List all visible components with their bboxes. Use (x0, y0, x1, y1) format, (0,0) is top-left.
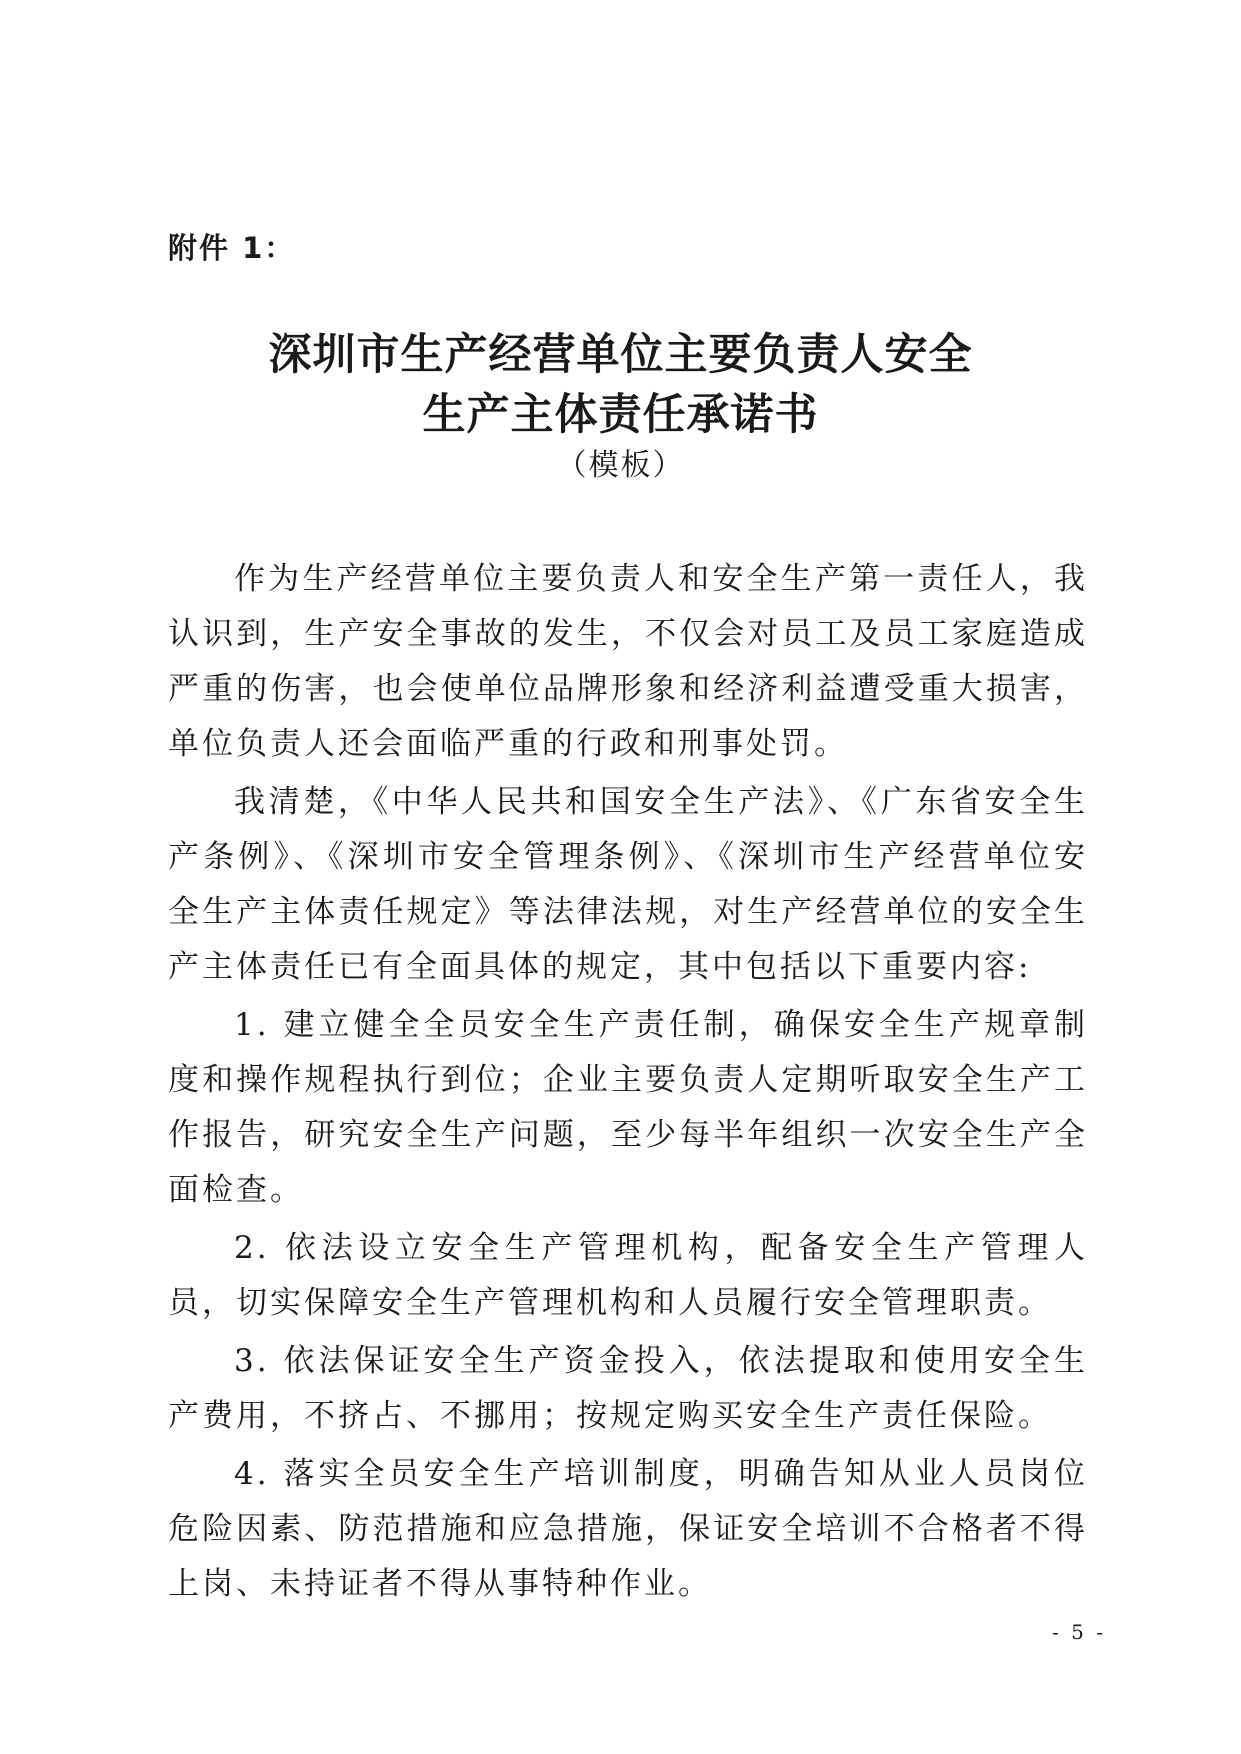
paragraph-legal-basis: 我清楚，《中华人民共和国安全生产法》、《广东省安全生产条例》、《深圳市安全管理条例》、《深圳市生产经营单位安全生产主体责任规定》等法律法规，对生产经营单位的安全生产主体责任已有全面具体的规定，其中包括以下重要内容: (168, 784, 1088, 985)
document-title-line-1: 深圳市生产经营单位主要负责人安全 (268, 330, 973, 380)
document-title-line-2: 生产主体责任承诺书 (422, 390, 819, 440)
paragraph-item-2: 2. 依法设立安全生产管理机构，配备安全生产管理人员，切实保障安全生产管理机构和人员履行安全管理职责。 (168, 1230, 1088, 1321)
page-number: - 5 - (1052, 1620, 1106, 1644)
attachment-label: 附件 1： (168, 231, 296, 265)
paragraph-item-4: 4. 落实全员安全生产培训制度，明确告知从业人员岗位危险因素、防范措施和应急措施，保证安全培训不合格者不得上岗、未持证者不得从事特种作业。 (168, 1456, 1088, 1602)
paragraph-intro: 作为生产经营单位主要负责人和安全生产第一责任人，我认识到，生产安全事故的发生，不仅会对员工及员工家庭造成严重的伤害，也会使单位品牌形象和经济利益遭受重大损害，单位负责人还会面临严重的行政和刑事处罚。 (168, 561, 1088, 762)
document-subtitle: （模板） (556, 448, 685, 483)
paragraph-item-3: 3. 依法保证安全生产资金投入，依法提取和使用安全生产费用，不挤占、不挪用；按规定购买安全生产责任保险。 (168, 1343, 1088, 1434)
document-body (168, 552, 1088, 1615)
paragraph-item-1: 1. 建立健全全员安全生产责任制，确保安全生产规章制度和操作规程执行到位；企业主要负责人定期听取安全生产工作报告，研究安全生产问题，至少每半年组织一次安全生产全面检查。 (168, 1007, 1088, 1208)
